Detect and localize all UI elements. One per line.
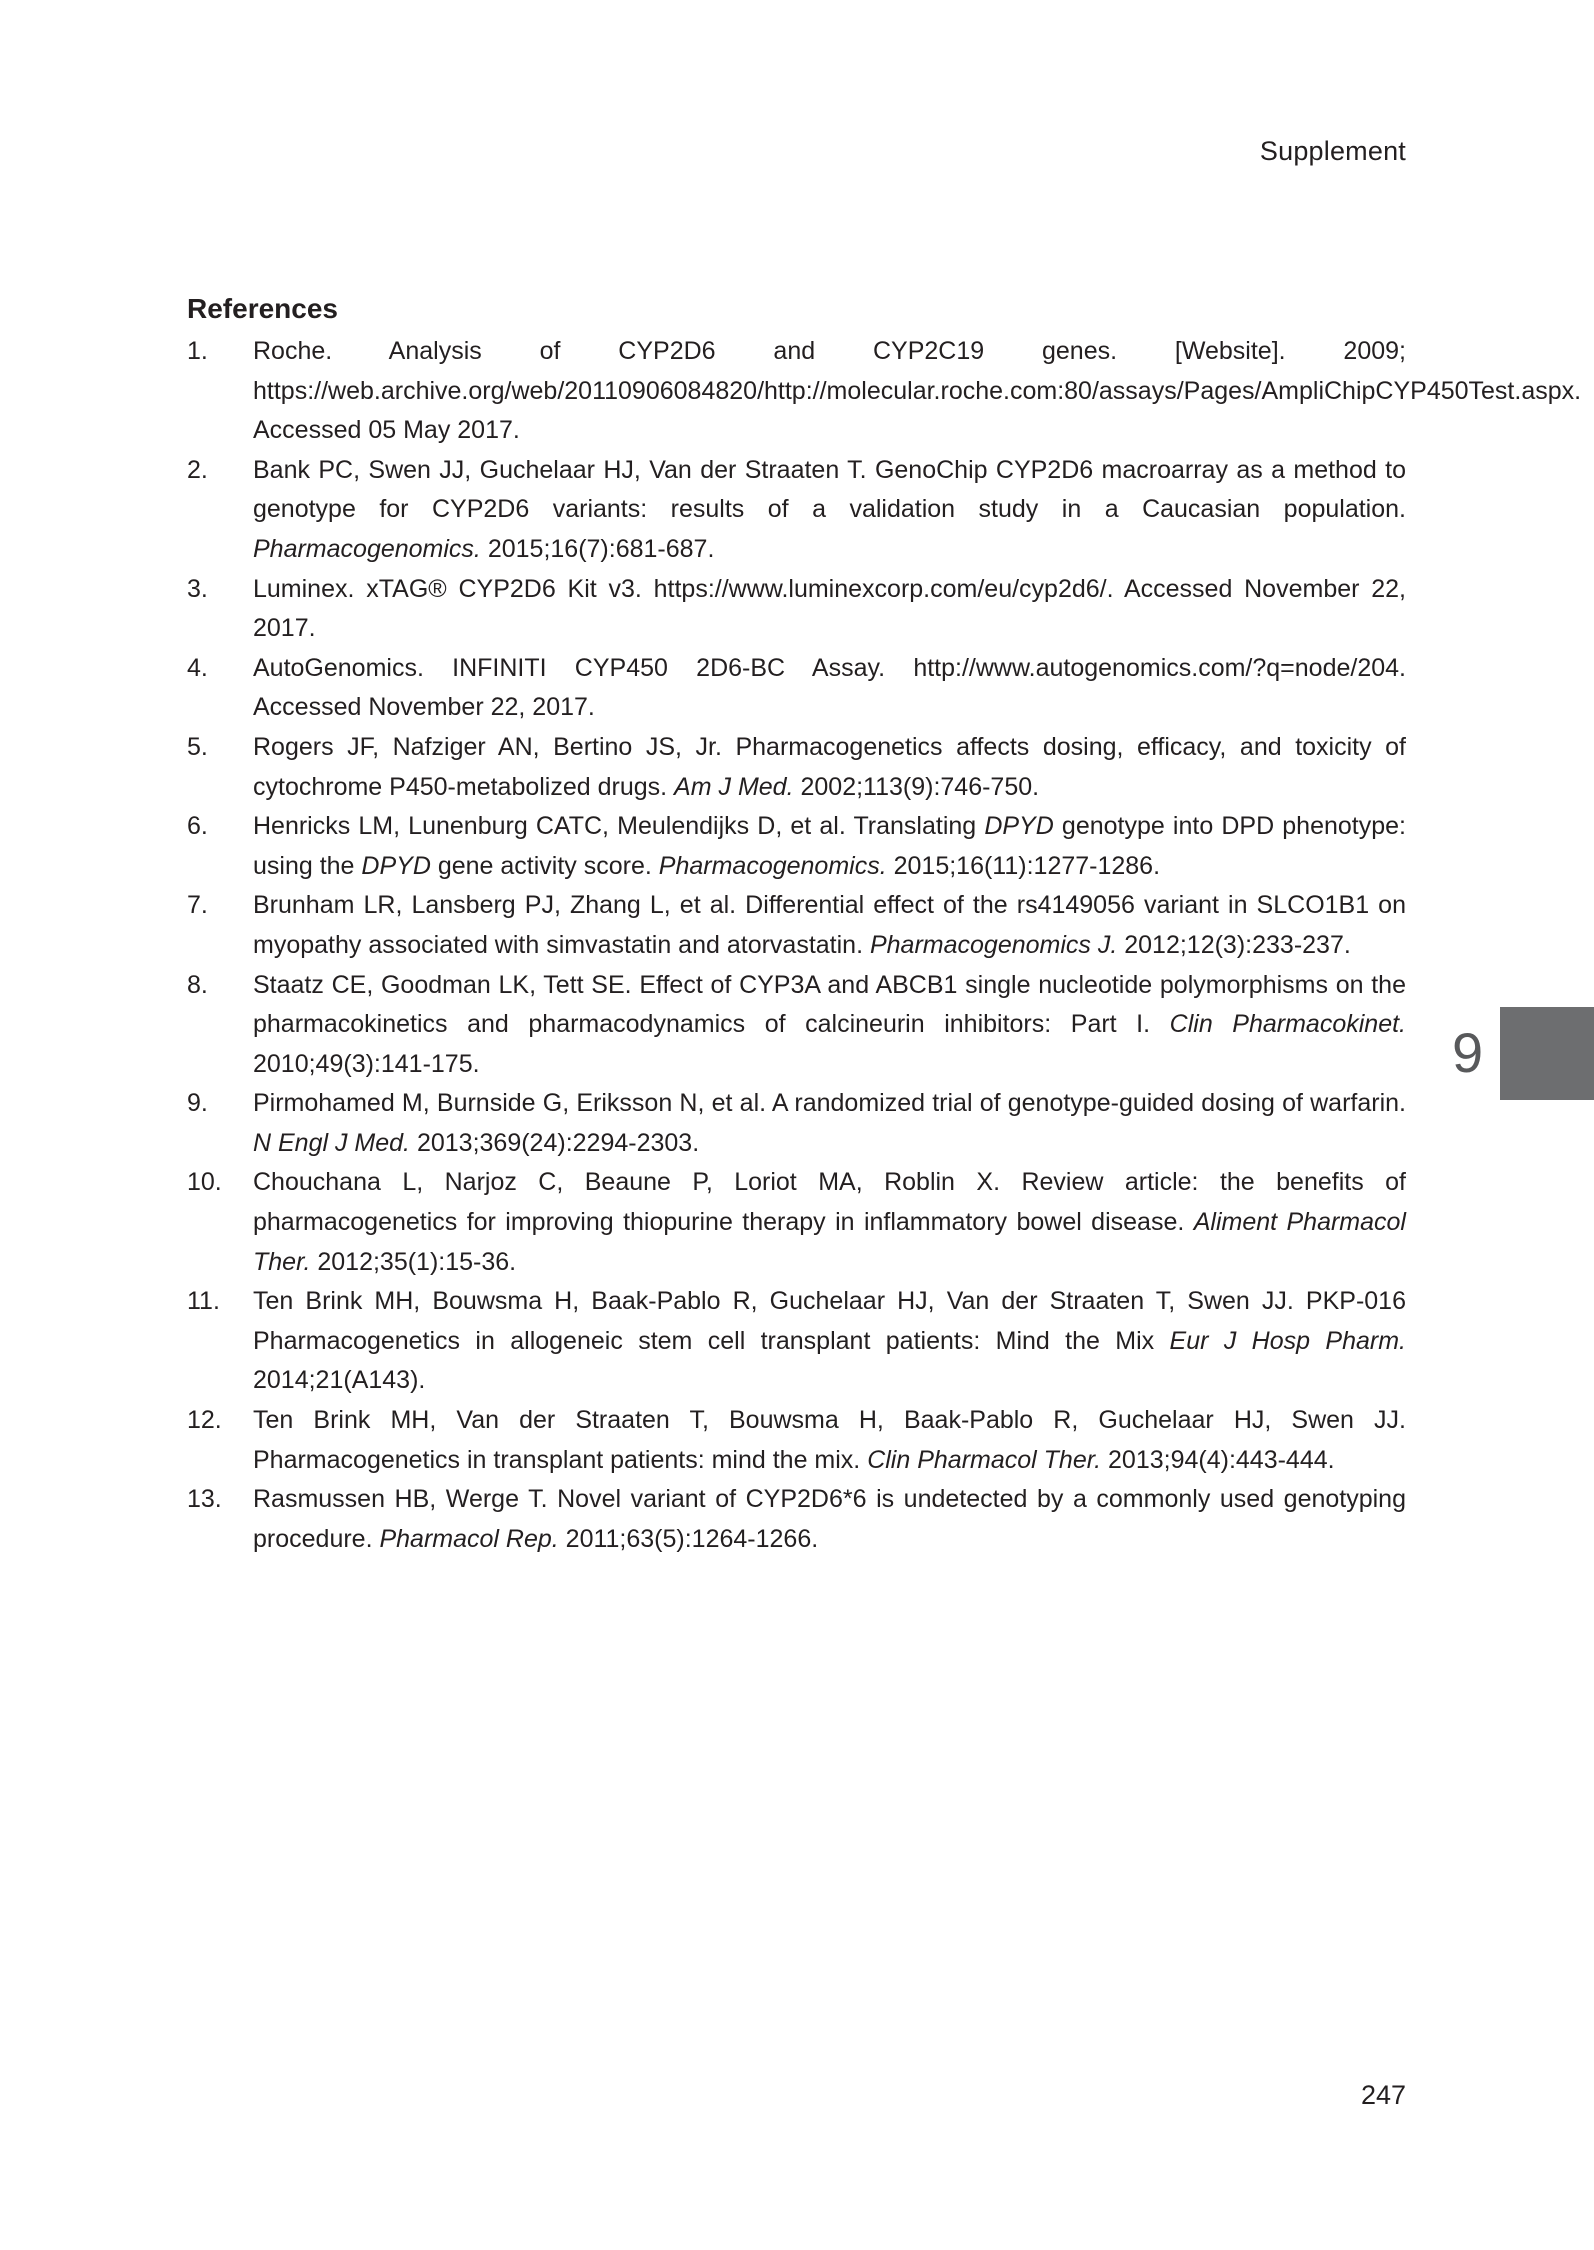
reference-text bbox=[253, 971, 1406, 1078]
reference-number: 11. bbox=[187, 1287, 220, 1316]
reference-italic-segment: Eur J Hosp Pharm. bbox=[1169, 1326, 1406, 1355]
reference-number: 1. bbox=[187, 337, 208, 365]
reference-text bbox=[253, 891, 1406, 959]
reference-segment: Luminex. xTAG® CYP2D6 Kit v3. https://www.luminexcorp.com/eu/cyp2d6/. Accessed November 22, 2017. bbox=[253, 574, 1406, 643]
reference-text bbox=[253, 1168, 1406, 1275]
reference-text bbox=[253, 575, 1406, 643]
reference-item bbox=[187, 807, 1406, 886]
reference-number: 10. bbox=[187, 1168, 222, 1197]
reference-segment: Ten Brink MH, Bouwsma H, Baak-Pablo R, Guchelaar HJ, Van der Straaten T, Swen JJ. PKP-016 Pharmacogenetics in allogeneic stem cell transplant patients: Mind the Mix bbox=[253, 1287, 1406, 1355]
reference-item bbox=[187, 1480, 1406, 1559]
reference-segment: Staatz CE, Goodman LK, Tett SE. Effect of CYP3A and ABCB1 single nucleotide polymorphisms on the pharmacokinetics and pharmacodynamics of calcineurin inhibitors: Part I. bbox=[253, 970, 1406, 1039]
reference-list bbox=[187, 332, 1582, 1559]
reference-number: 4. bbox=[187, 653, 208, 682]
reference-item bbox=[187, 649, 1406, 728]
reference-segment: Ten Brink MH, Van der Straaten T, Bouwsma H, Baak-Pablo R, Guchelaar HJ, Swen JJ. Pharmacogenetics in transplant patients: mind the mix. bbox=[253, 1406, 1406, 1474]
reference-item bbox=[187, 1401, 1406, 1480]
reference-segment: Henricks LM, Lunenburg CATC, Meulendijks D, et al. Translating bbox=[253, 812, 985, 841]
reference-text bbox=[253, 1406, 1406, 1474]
reference-number: 9. bbox=[187, 1089, 208, 1118]
reference-item bbox=[187, 966, 1406, 1085]
reference-text bbox=[253, 456, 1406, 563]
reference-segment: 2011;63(5):1264-1266. bbox=[558, 1524, 819, 1553]
reference-number: 12. bbox=[187, 1406, 222, 1435]
reference-number: 6. bbox=[187, 812, 208, 841]
reference-text bbox=[253, 1089, 1406, 1157]
reference-segment: 2014;21(A143). bbox=[253, 1366, 426, 1395]
reference-item bbox=[187, 1084, 1406, 1163]
reference-italic-segment: Clin Pharmacokinet. bbox=[1169, 1010, 1406, 1039]
reference-italic-segment: Aliment Pharmacol Ther. bbox=[253, 1208, 1406, 1276]
reference-segment: gene activity score. bbox=[430, 851, 659, 880]
reference-segment: 2010;49(3):141-175. bbox=[253, 1049, 480, 1078]
reference-segment: Bank PC, Swen JJ, Guchelaar HJ, Van der Straaten T. GenoChip CYP2D6 macroarray as a method to genotype for CYP2D6 variants: results of a validation study in a Caucasian population. bbox=[253, 455, 1406, 524]
running-header: Supplement bbox=[1259, 136, 1406, 166]
reference-number: 13. bbox=[187, 1485, 222, 1514]
reference-segment: 2015;16(7):681-687. bbox=[480, 534, 715, 563]
reference-item bbox=[187, 1163, 1406, 1282]
reference-item bbox=[187, 332, 1582, 451]
references-section bbox=[187, 290, 1582, 1559]
reference-segment: 2012;12(3):233-237. bbox=[1117, 930, 1351, 959]
reference-text bbox=[253, 733, 1406, 801]
reference-segment: Roche. Analysis of CYP2D6 and CYP2C19 genes. [Website]. 2009; https://web.archive.org/web/20110906084820/http://molecular.roche.com:80/assays/Pages/AmpliChipCYP450Test.aspx. Accessed 05 May 2017. bbox=[253, 337, 1582, 445]
reference-italic-segment: Pharmacogenomics. bbox=[658, 851, 887, 880]
reference-segment: 2015;16(11):1277-1286. bbox=[886, 851, 1161, 880]
reference-number: 5. bbox=[187, 732, 208, 761]
reference-item bbox=[187, 451, 1406, 570]
reference-italic-segment: Pharmacogenomics. bbox=[253, 534, 481, 563]
reference-number: 7. bbox=[187, 891, 208, 920]
reference-italic-segment: Pharmacol Rep. bbox=[379, 1524, 559, 1553]
reference-item bbox=[187, 728, 1406, 807]
reference-italic-segment: DPYD bbox=[361, 851, 431, 880]
reference-italic-segment: Am J Med. bbox=[674, 772, 794, 801]
reference-item bbox=[187, 886, 1406, 965]
reference-text bbox=[253, 1485, 1406, 1553]
reference-text bbox=[253, 654, 1406, 722]
reference-segment: Chouchana L, Narjoz C, Beaune P, Loriot MA, Roblin X. Review article: the benefits of pharmacogenetics for improving thiopurine therapy in inflammatory bowel disease. bbox=[253, 1168, 1406, 1237]
reference-number: 2. bbox=[187, 455, 208, 484]
reference-item bbox=[187, 1282, 1406, 1401]
reference-segment: 2012;35(1):15-36. bbox=[310, 1247, 517, 1276]
reference-item bbox=[187, 570, 1406, 649]
reference-segment: 2002;113(9):746-750. bbox=[793, 772, 1040, 801]
reference-segment: 2013;94(4):443-444. bbox=[1101, 1445, 1335, 1474]
reference-segment: genotype into DPD phenotype: using the bbox=[253, 812, 1406, 880]
reference-segment: Rasmussen HB, Werge T. Novel variant of CYP2D6*6 is undetected by a commonly used genotyping procedure. bbox=[253, 1485, 1406, 1553]
reference-segment: 2013;369(24):2294-2303. bbox=[410, 1128, 700, 1157]
reference-segment: Pirmohamed M, Burnside G, Eriksson N, et al. A randomized trial of genotype-guided dosing of warfarin. bbox=[253, 1089, 1406, 1118]
chapter-tab bbox=[1500, 1007, 1594, 1100]
reference-italic-segment: Clin Pharmacol Ther. bbox=[867, 1445, 1102, 1474]
reference-segment: AutoGenomics. INFINITI CYP450 2D6-BC Assay. http://www.autogenomics.com/?q=node/204. Accessed November 22, 2017. bbox=[253, 653, 1406, 722]
reference-italic-segment: N Engl J Med. bbox=[253, 1128, 411, 1157]
reference-segment: Rogers JF, Nafziger AN, Bertino JS, Jr. Pharmacogenetics affects dosing, efficacy, and toxicity of cytochrome P450-metabolized drugs. bbox=[253, 732, 1406, 801]
reference-italic-segment: DPYD bbox=[984, 812, 1054, 841]
reference-number: 3. bbox=[187, 574, 208, 603]
reference-segment: Brunham LR, Lansberg PJ, Zhang L, et al. Differential effect of the rs4149056 variant in SLCO1B1 on myopathy associated with simvastatin and atorvastatin. bbox=[253, 891, 1406, 959]
reference-text bbox=[253, 1287, 1406, 1394]
reference-text bbox=[253, 812, 1406, 880]
references-heading: References bbox=[187, 293, 338, 324]
chapter-number: 9 bbox=[1452, 1021, 1484, 1084]
reference-number: 8. bbox=[187, 970, 208, 999]
page-number: 247 bbox=[1360, 2080, 1406, 2110]
reference-italic-segment: Pharmacogenomics J. bbox=[869, 930, 1118, 959]
reference-text bbox=[253, 337, 1581, 444]
